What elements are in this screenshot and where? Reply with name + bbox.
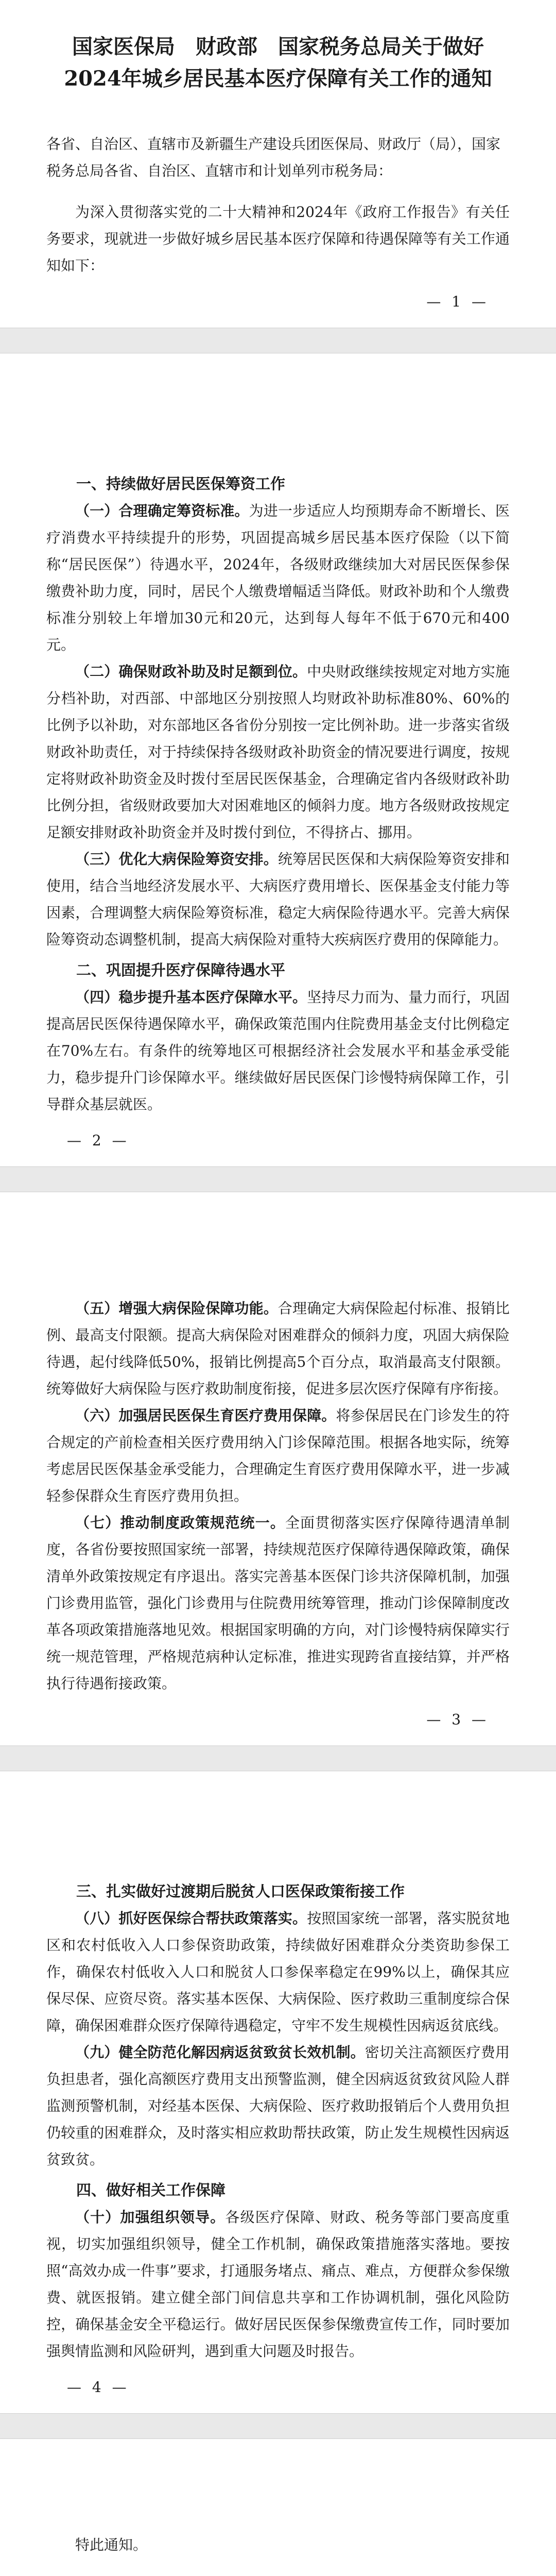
paragraph-item-9 bbox=[46, 2039, 510, 2173]
item-5-body: 合理确定大病保险起付标准、报销比例、最高支付限额。提高大病保险对困难群众的倾斜力度，巩固大病保险待遇，起付线降低50%，报销比例提高5个百分点，取消最高支付限额。统筹做好大病保险与医疗救助制度衔接，促进多层次医疗保障有序衔接。 bbox=[46, 1300, 510, 1397]
page-number-1: — 1 — bbox=[426, 293, 489, 310]
item-1-body: 为进一步适应人均预期寿命不断增长、医疗消费水平持续提升的形势，巩固提高城乡居民基本医疗保险（以下简称“居民医保”）待遇水平，2024年，各级财政继续加大对居民医保参保缴费补助力度，同时，居民个人缴费增幅适当降低。财政补助和个人缴费标准分别较上年增加30元和20元，达到每人每年不低于670元和400元。 bbox=[46, 502, 510, 653]
closing-phrase: 特此通知。 bbox=[75, 2536, 148, 2553]
item-1-title: （一）合理确定筹资标准。 bbox=[75, 502, 249, 519]
page-number-3: — 3 — bbox=[426, 1711, 489, 1728]
title-line-2: 2024年城乡居民基本医疗保障有关工作的通知 bbox=[64, 66, 492, 91]
title-line-1: 国家医保局 财政部 国家税务总局关于做好 bbox=[72, 35, 484, 59]
item-6-body: 将参保居民在门诊发生的符合规定的产前检查相关医疗费用纳入门诊保障范围。根据各地实际，统筹考虑居民医保基金承受能力，合理确定生育医疗费用保障水平，进一步减轻参保群众生育医疗费用负担。 bbox=[46, 1407, 510, 1504]
item-2-body: 中央财政继续按规定对地方实施分档补助，对西部、中部地区分别按照人均财政补助标准80%、60%的比例予以补助，对东部地区各省份分别按一定比例补助。进一步落实省级财政补助责任，对于持续保持各级财政补助资金的情况要进行调度，按规定将财政补助资金及时拨付至居民医保基金，合理确定省内各级财政补助比例分担，省级财政要加大对困难地区的倾斜力度。地方各级财政按规定足额安排财政补助资金并及时拨付到位，不得挤占、挪用。 bbox=[46, 663, 510, 841]
item-8-body: 按照国家统一部署，落实脱贫地区和农村低收入人口参保资助政策，持续做好困难群众分类资助参保工作，确保农村低收入人口和脱贫人口参保率稳定在99%以上，确保其应保尽保、应资尽资。落实基本医保、大病保险、医疗救助三重制度综合保障，确保困难群众医疗保障待遇稳定，守牢不发生规模性因病返贫底线。 bbox=[46, 1910, 510, 2034]
page-separator bbox=[0, 328, 556, 353]
paragraph-item-5 bbox=[46, 1295, 510, 1402]
item-6-title: （六）加强居民医保生育医疗费用保障。 bbox=[75, 1407, 336, 1424]
section-3-heading: 三、扎实做好过渡期后脱贫人口医保政策衔接工作 bbox=[76, 1883, 405, 1900]
paragraph-item-2 bbox=[46, 658, 510, 846]
section-1-heading: 一、持续做好居民医保筹资工作 bbox=[76, 475, 286, 493]
item-3-body: 统筹居民医保和大病保险筹资安排和使用，结合当地经济发展水平、大病医疗费用增长、医保基金支付能力等因素，合理调整大病保险筹资标准，稳定大病保险待遇水平。完善大病保险筹资动态调整机制，提高大病保险对重特大疾病医疗费用的保障能力。 bbox=[46, 851, 510, 948]
item-10-title: （十）加强组织领导。 bbox=[75, 2209, 225, 2226]
paragraph-item-1 bbox=[46, 498, 510, 658]
section-4-heading: 四、做好相关工作保障 bbox=[76, 2181, 226, 2199]
page-separator bbox=[0, 1166, 556, 1192]
item-3-title: （三）优化大病保险筹资安排。 bbox=[75, 851, 278, 868]
page-separator bbox=[0, 2413, 556, 2439]
paragraph-item-6 bbox=[46, 1402, 510, 1510]
paragraph-item-4 bbox=[46, 984, 510, 1118]
item-5-title: （五）增强大病保险保障功能。 bbox=[75, 1300, 278, 1317]
item-8-title: （八）抓好医保综合帮扶政策落实。 bbox=[75, 1910, 307, 1927]
intro-paragraph: 为深入贯彻落实党的二十大精神和2024年《政府工作报告》有关任务要求，现就进一步做好城乡居民基本医疗保障和待遇保障等有关工作通知如下： bbox=[46, 204, 510, 274]
item-4-body: 坚持尽力而为、量力而行，巩固提高居民医保待遇保障水平，确保政策范围内住院费用基金支付比例稳定在70%左右。有条件的统筹地区可根据经济社会发展水平和基金承受能力，稳步提升门诊保障水平。继续做好居民医保门诊慢特病保障工作，引导群众基层就医。 bbox=[46, 989, 510, 1113]
paragraph-item-8 bbox=[46, 1905, 510, 2039]
paragraph-item-10 bbox=[46, 2204, 510, 2365]
item-9-title: （九）健全防范化解因病返贫致贫长效机制。 bbox=[75, 2044, 365, 2061]
addressee: 各省、自治区、直辖市及新疆生产建设兵团医保局、财政厅（局），国家税务总局各省、自治区、直辖市和计划单列市税务局： bbox=[46, 135, 501, 179]
page-number-2: — 2 — bbox=[67, 1132, 130, 1149]
item-4-title: （四）稳步提升基本医疗保障水平。 bbox=[75, 989, 307, 1006]
document-page bbox=[0, 31, 556, 2576]
item-7-title: （七）推动制度政策规范统一。 bbox=[75, 1514, 285, 1531]
paragraph-item-3 bbox=[46, 846, 510, 953]
item-10-body: 各级医疗保障、财政、税务等部门要高度重视，切实加强组织领导，健全工作机制，确保政策措施落实落地。要按照“高效办成一件事”要求，打通服务堵点、痛点、难点，方便群众参保缴费、就医报销。建立健全部门间信息共享和工作协调机制，强化风险防控，确保基金安全平稳运行。做好居民医保参保缴费宣传工作，同时要加强舆情监测和风险研判，遇到重大问题及时报告。 bbox=[46, 2209, 510, 2360]
section-2-heading: 二、巩固提升医疗保障待遇水平 bbox=[76, 961, 286, 979]
item-2-title: （二）确保财政补助及时足额到位。 bbox=[75, 663, 307, 680]
item-7-body: 全面贯彻落实医疗保障待遇清单制度，各省份要按照国家统一部署，持续规范医疗保障待遇保障政策，确保清单外政策按规定有序退出。落实完善基本医保门诊共济保障机制，加强门诊费用监管，强化门诊费用与住院费用统筹管理，推动门诊保障制度改革各项政策措施落地见效。根据国家明确的方向，对门诊慢特病保障实行统一规范管理，严格规范病种认定标准，推进实现跨省直接结算，并严格执行待遇衔接政策。 bbox=[46, 1514, 510, 1692]
item-9-body: 密切关注高额医疗费用负担患者，强化高额医疗费用支出预警监测，健全因病返贫致贫风险人群监测预警机制，对经基本医保、大病保险、医疗救助报销后个人费用负担仍较重的困难群众，及时落实相应救助帮扶政策，防止发生规模性因病返贫致贫。 bbox=[46, 2044, 510, 2168]
paragraph-item-7 bbox=[46, 1510, 510, 1697]
document-title bbox=[46, 31, 510, 95]
page-separator bbox=[0, 1745, 556, 1771]
page-number-4: — 4 — bbox=[67, 2379, 130, 2396]
